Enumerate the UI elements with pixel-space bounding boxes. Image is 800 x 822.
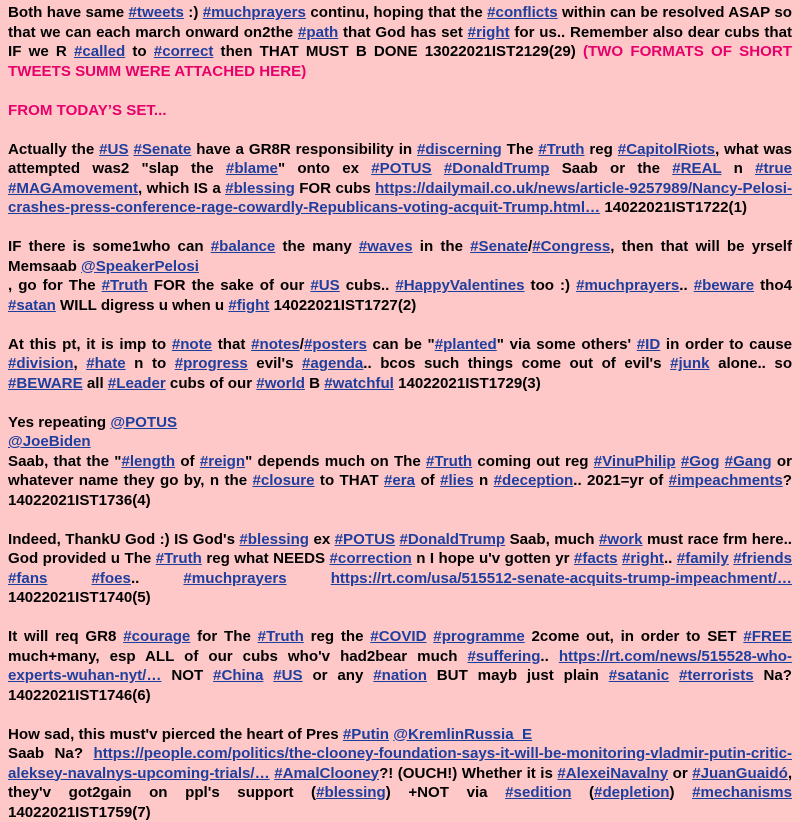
- body-text: much+many, esp ALL of our cubs who'v had2bear much: [8, 648, 467, 665]
- body-text: to: [125, 43, 154, 60]
- hashtag-posters[interactable]: #posters: [304, 336, 367, 353]
- hashtag-donaldtrump[interactable]: #DonaldTrump: [444, 160, 550, 177]
- body-text: IF there is some1who can: [8, 238, 211, 255]
- hashtag-waves[interactable]: #waves: [359, 238, 413, 255]
- hashtag-conflicts[interactable]: #conflicts: [487, 4, 557, 21]
- hashtag-potus[interactable]: #POTUS: [371, 160, 431, 177]
- hashtag-sedition[interactable]: #sedition: [505, 784, 571, 801]
- body-text: :): [184, 4, 203, 21]
- hashtag-right[interactable]: #right: [622, 550, 664, 567]
- body-text: for The: [190, 628, 257, 645]
- mention-speakerpelosi[interactable]: @SpeakerPelosi: [81, 258, 199, 275]
- body-text: in order to cause: [660, 336, 792, 353]
- body-text: can be ": [367, 336, 435, 353]
- hashtag-discerning[interactable]: #discerning: [417, 141, 502, 158]
- tweet-paragraph: [8, 413, 792, 511]
- hashtag-programme[interactable]: #programme: [433, 628, 524, 645]
- body-text: ) +NOT via: [386, 784, 505, 801]
- hashtag-note[interactable]: #note: [172, 336, 212, 353]
- body-text: ..: [540, 648, 558, 665]
- highlight-text: (TWO FORMATS OF SHORT TWEETS SUMM WERE ATTACHED HERE): [8, 43, 792, 80]
- body-text: /: [300, 336, 304, 353]
- url-link[interactable]: https://dailymail.co.uk/news/article-9257989/Nancy-Pelosi-crashes-press-conference-rage-cowardly-Republicans-voting-acquit-Trump.html…: [8, 180, 792, 217]
- hashtag-reign[interactable]: #reign: [200, 453, 245, 470]
- hashtag-muchprayers[interactable]: #muchprayers: [203, 4, 306, 21]
- body-text: At this pt, it is imp to: [8, 336, 172, 353]
- hashtag-mechanisms[interactable]: #mechanisms: [692, 784, 792, 801]
- hashtag-friends[interactable]: #friends: [733, 550, 792, 567]
- hashtag-watchful[interactable]: #watchful: [324, 375, 394, 392]
- hashtag-planted[interactable]: #planted: [435, 336, 497, 353]
- body-text: 2come out, in order to SET: [525, 628, 744, 645]
- body-text: FOR cubs: [295, 180, 375, 197]
- body-text: n: [474, 472, 494, 489]
- hashtag-right[interactable]: #right: [468, 24, 510, 41]
- body-text: too :): [525, 277, 577, 294]
- body-text: WILL digress u when u: [56, 297, 228, 314]
- hashtag-beware[interactable]: #beware: [694, 277, 754, 294]
- body-text: reg what NEEDS: [202, 550, 330, 567]
- url-link[interactable]: https://people.com/politics/the-clooney-foundation-says-it-will-be-monitoring-vladmir-putin-critic-aleksey-navalnys-upcoming-trials/…: [8, 745, 792, 782]
- body-text: ? 14022021IST1736(4): [8, 472, 792, 509]
- hashtag-muchprayers[interactable]: #muchprayers: [576, 277, 679, 294]
- hashtag-hate[interactable]: #hate: [86, 355, 125, 372]
- body-text: to THAT: [315, 472, 384, 489]
- body-text: ex: [309, 531, 335, 548]
- hashtag-truth[interactable]: #Truth: [156, 550, 202, 567]
- tweet-paragraph: [8, 101, 792, 121]
- hashtag-gang[interactable]: #Gang: [725, 453, 772, 470]
- hashtag-us[interactable]: #US: [310, 277, 339, 294]
- hashtag-truth[interactable]: #Truth: [102, 277, 148, 294]
- url-link[interactable]: https://rt.com/news/515528-who-experts-wuhan-nyt/…: [8, 648, 792, 685]
- body-text: [669, 667, 679, 684]
- tweet-paragraph: [8, 3, 792, 81]
- hashtag-putin[interactable]: #Putin: [343, 726, 389, 743]
- url-link[interactable]: https://rt.com/usa/515512-senate-acquits-trump-impeachment/…: [331, 570, 792, 587]
- body-text: all: [83, 375, 108, 392]
- hashtag-balance[interactable]: #balance: [211, 238, 276, 255]
- body-text: of: [415, 472, 440, 489]
- hashtag-facts[interactable]: #facts: [574, 550, 618, 567]
- body-text: evil's: [248, 355, 302, 372]
- hashtag-lies[interactable]: #lies: [440, 472, 474, 489]
- hashtag-correct[interactable]: #correct: [154, 43, 214, 60]
- hashtag-courage[interactable]: #courage: [123, 628, 190, 645]
- hashtag-congress[interactable]: #Congress: [532, 238, 610, 255]
- body-text: Saab, that the ": [8, 453, 121, 470]
- body-text: 14022021IST1722(1): [600, 199, 747, 216]
- hashtag-muchprayers[interactable]: #muchprayers: [183, 570, 286, 587]
- body-text: The: [502, 141, 539, 158]
- body-text: of: [175, 453, 200, 470]
- body-text: 14022021IST1729(3): [394, 375, 541, 392]
- body-text: reg: [585, 141, 618, 158]
- hashtag-world[interactable]: #world: [256, 375, 305, 392]
- hashtag-senate[interactable]: #Senate: [133, 141, 191, 158]
- hashtag-senate[interactable]: #Senate: [470, 238, 528, 255]
- body-text: Actually the: [8, 141, 99, 158]
- hashtag-path[interactable]: #path: [298, 24, 338, 41]
- hashtag-satan[interactable]: #satan: [8, 297, 56, 314]
- body-text: or any: [303, 667, 374, 684]
- body-text: , go for The: [8, 277, 102, 294]
- hashtag-gog[interactable]: #Gog: [681, 453, 720, 470]
- mention-kremlinrussia-e[interactable]: @KremlinRussia_E: [393, 726, 532, 743]
- body-text: that God has set: [338, 24, 467, 41]
- hashtag-depletion[interactable]: #depletion: [594, 784, 669, 801]
- hashtag-terrorists[interactable]: #terrorists: [679, 667, 754, 684]
- body-text: " onto ex: [278, 160, 371, 177]
- body-text: , they'v got2gain on ppl's support (: [8, 765, 792, 802]
- body-text: ): [670, 784, 693, 801]
- hashtag-id[interactable]: #ID: [637, 336, 661, 353]
- body-text: ,: [73, 355, 86, 372]
- hashtag-free[interactable]: #FREE: [743, 628, 792, 645]
- body-text: Saab Na?: [8, 745, 93, 762]
- hashtag-junk[interactable]: #junk: [670, 355, 709, 372]
- hashtag-suffering[interactable]: #suffering: [467, 648, 540, 665]
- hashtag-nation[interactable]: #nation: [373, 667, 427, 684]
- hashtag-blessing[interactable]: #blessing: [239, 531, 309, 548]
- body-text: or: [668, 765, 692, 782]
- hashtag-progress[interactable]: #progress: [175, 355, 248, 372]
- body-text: alone.. so: [710, 355, 793, 372]
- hashtag-truth[interactable]: #Truth: [538, 141, 584, 158]
- body-text: n I hope u'v gotten yr: [412, 550, 574, 567]
- hashtag-division[interactable]: #division: [8, 355, 73, 372]
- body-text: n to: [126, 355, 175, 372]
- body-text: (: [571, 784, 594, 801]
- hashtag-work[interactable]: #work: [599, 531, 643, 548]
- hashtag-amalclooney[interactable]: #AmalClooney: [274, 765, 379, 782]
- hashtag-length[interactable]: #length: [121, 453, 175, 470]
- body-text: Na? 14022021IST1746(6): [8, 667, 792, 704]
- tweet-paragraph: [8, 140, 792, 218]
- body-text: Both have same: [8, 4, 129, 21]
- body-text: Saab or the: [550, 160, 673, 177]
- body-text: have a GR8R responsibility in: [191, 141, 417, 158]
- body-text: cubs of our: [166, 375, 257, 392]
- body-text: 14022021IST1759(7): [8, 804, 151, 821]
- body-text: B: [305, 375, 324, 392]
- hashtag-closure[interactable]: #closure: [252, 472, 314, 489]
- body-text: , then that will be yrself Memsaab: [8, 238, 792, 275]
- hashtag-deception[interactable]: #deception: [494, 472, 574, 489]
- body-text: ..: [664, 550, 677, 567]
- hashtag-china[interactable]: #China: [213, 667, 263, 684]
- hashtag-fans[interactable]: #fans: [8, 570, 47, 587]
- hashtag-happyvalentines[interactable]: #HappyValentines: [395, 277, 524, 294]
- hashtag-donaldtrump[interactable]: #DonaldTrump: [399, 531, 505, 548]
- body-text: or whatever name they go by, n the: [8, 453, 792, 490]
- hashtag-potus[interactable]: #POTUS: [335, 531, 395, 548]
- body-text: Yes repeating: [8, 414, 110, 431]
- hashtag-family[interactable]: #family: [677, 550, 729, 567]
- tweet-paragraph: [8, 627, 792, 705]
- hashtag-tweets[interactable]: #tweets: [129, 4, 184, 21]
- body-text: " depends much on The: [245, 453, 426, 470]
- body-text: coming out reg: [472, 453, 594, 470]
- hashtag-us[interactable]: #US: [273, 667, 302, 684]
- hashtag-leader[interactable]: #Leader: [108, 375, 166, 392]
- body-text: [47, 570, 91, 587]
- body-text: /: [528, 238, 532, 255]
- hashtag-impeachments[interactable]: #impeachments: [669, 472, 783, 489]
- body-text: 14022021IST1740(5): [8, 589, 151, 606]
- body-text: .. 2021=yr of: [573, 472, 668, 489]
- mention-joebiden[interactable]: @JoeBiden: [8, 433, 91, 450]
- body-text: BUT mayb just plain: [427, 667, 609, 684]
- body-text: within can be resolved ASAP so that we can each march onward on2the: [8, 4, 792, 41]
- hashtag-truth[interactable]: #Truth: [258, 628, 304, 645]
- hashtag-satanic[interactable]: #satanic: [609, 667, 669, 684]
- tweet-paragraph: [8, 237, 792, 315]
- hashtag-us[interactable]: #US: [99, 141, 128, 158]
- body-text: It will req GR8: [8, 628, 123, 645]
- body-text: n: [721, 160, 755, 177]
- body-text: .. bcos such things come out of evil's: [363, 355, 670, 372]
- hashtag-fight[interactable]: #fight: [228, 297, 269, 314]
- hashtag-blessing[interactable]: #blessing: [316, 784, 386, 801]
- hashtag-agenda[interactable]: #agenda: [302, 355, 363, 372]
- hashtag-capitolriots[interactable]: #CapitolRiots: [618, 141, 715, 158]
- body-text: ..: [679, 277, 693, 294]
- hashtag-called[interactable]: #called: [74, 43, 125, 60]
- hashtag-juanguaid[interactable]: #JuanGuaidó: [692, 765, 788, 782]
- hashtag-true[interactable]: #true: [755, 160, 792, 177]
- body-text: the many: [275, 238, 359, 255]
- hashtag-vinuphilip[interactable]: #VinuPhilip: [594, 453, 676, 470]
- highlight-text: FROM TODAY’S SET...: [8, 102, 167, 119]
- body-text: continu, hoping that the: [306, 4, 487, 21]
- body-text: [263, 667, 273, 684]
- tweet-paragraph: [8, 335, 792, 394]
- body-text: reg the: [304, 628, 371, 645]
- body-text: tho4: [754, 277, 792, 294]
- hashtag-era[interactable]: #era: [384, 472, 415, 489]
- body-text: must race frm here.. God provided u The: [8, 531, 792, 568]
- body-text: that: [212, 336, 251, 353]
- mention-potus[interactable]: @POTUS: [110, 414, 177, 431]
- body-text: ?! (OUCH!) Whether it is: [379, 765, 557, 782]
- hashtag-blessing[interactable]: #blessing: [225, 180, 295, 197]
- body-text: " via some others': [497, 336, 637, 353]
- hashtag-correction[interactable]: #correction: [330, 550, 412, 567]
- hashtag-truth[interactable]: #Truth: [426, 453, 472, 470]
- body-text: NOT: [161, 667, 213, 684]
- body-text: cubs..: [340, 277, 396, 294]
- body-text: Indeed, ThankU God :) IS God's: [8, 531, 239, 548]
- body-text: [432, 160, 444, 177]
- hashtag-notes[interactable]: #notes: [251, 336, 300, 353]
- hashtag-real[interactable]: #REAL: [672, 160, 721, 177]
- tweet-paragraph: [8, 530, 792, 608]
- body-text: , which IS a: [138, 180, 225, 197]
- body-text: [287, 570, 331, 587]
- tweet-paragraph: [8, 725, 792, 822]
- body-text: FOR the sake of our: [148, 277, 311, 294]
- hashtag-foes[interactable]: #foes: [92, 570, 131, 587]
- body-text: for us.. Remember also dear cubs that IF we R: [8, 24, 792, 61]
- hashtag-beware[interactable]: #BEWARE: [8, 375, 83, 392]
- body-text: 14022021IST1727(2): [269, 297, 416, 314]
- hashtag-alexeinavalny[interactable]: #AlexeiNavalny: [557, 765, 668, 782]
- body-text: Saab, much: [505, 531, 599, 548]
- hashtag-covid[interactable]: #COVID: [370, 628, 426, 645]
- body-text: in the: [413, 238, 471, 255]
- hashtag-magamovement[interactable]: #MAGAmovement: [8, 180, 138, 197]
- hashtag-blame[interactable]: #blame: [226, 160, 278, 177]
- body-text: ..: [131, 570, 183, 587]
- body-text: , what was attempted was2 "slap the: [8, 141, 792, 178]
- body-text: then THAT MUST B DONE 13022021IST2129(29): [213, 43, 583, 60]
- body-text: How sad, this must'v pierced the heart of Pres: [8, 726, 343, 743]
